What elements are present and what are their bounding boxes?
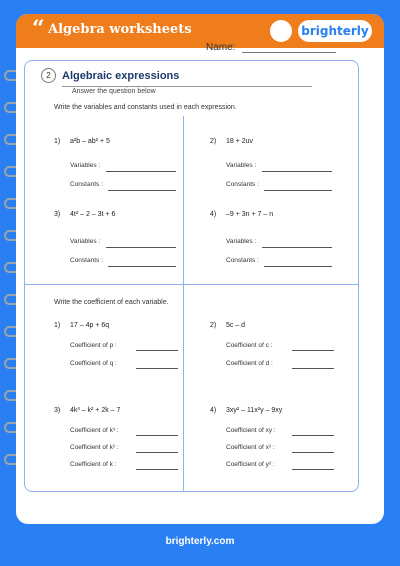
coefficient-label: Coefficient of c : [226, 342, 273, 349]
problem-number: 3) [54, 407, 61, 414]
coefficient-answer-field[interactable] [292, 469, 334, 470]
variables-answer-field[interactable] [106, 171, 176, 172]
problem-number: 1) [54, 138, 61, 145]
expression: 4k³ – k² + 2k – 7 [70, 407, 121, 414]
coefficient-label: Coefficient of d : [226, 360, 273, 367]
constants-answer-field[interactable] [264, 190, 332, 191]
variables-label: Variables : [226, 162, 257, 169]
constants-label: Constants : [226, 257, 259, 264]
problem-number: 3) [54, 211, 61, 218]
problem-number: 4) [210, 407, 217, 414]
expression: –9 + 3n + 7 – n [226, 211, 274, 218]
coefficient-answer-field[interactable] [136, 435, 178, 436]
problem-number: 4) [210, 211, 217, 218]
problem-number: 2) [210, 138, 217, 145]
problem-number: 2) [210, 322, 217, 329]
name-label: Name: [206, 42, 236, 53]
part2-instruction: Write the coefficient of each variable. [54, 299, 169, 306]
variables-answer-field[interactable] [262, 247, 332, 248]
constants-answer-field[interactable] [108, 190, 176, 191]
expression: 3xy² – 11x²y – 9xy [226, 407, 283, 414]
question-number-badge: 2 [41, 68, 56, 83]
variables-answer-field[interactable] [106, 247, 176, 248]
expression: 18 + 2uv [226, 138, 254, 145]
constants-answer-field[interactable] [108, 266, 176, 267]
coefficient-answer-field[interactable] [292, 452, 334, 453]
constants-label: Constants : [70, 257, 103, 264]
variables-label: Variables : [226, 238, 257, 245]
variables-label: Variables : [70, 162, 101, 169]
coefficient-label: Coefficient of q : [70, 360, 117, 367]
coefficient-label: Coefficient of y² : [226, 461, 275, 468]
brighterly-logo: brighterly [298, 20, 372, 42]
section-subtitle: Answer the question below [72, 88, 156, 95]
coefficient-answer-field[interactable] [292, 368, 334, 369]
coefficient-label: Coefficient of xy : [226, 427, 276, 434]
coefficient-answer-field[interactable] [292, 435, 334, 436]
coefficient-answer-field[interactable] [136, 350, 178, 351]
name-field[interactable] [242, 52, 336, 53]
coefficient-answer-field[interactable] [136, 368, 178, 369]
section-title: Algebraic expressions [62, 70, 180, 82]
column-divider [183, 116, 184, 492]
constants-answer-field[interactable] [264, 266, 332, 267]
coefficient-label: Coefficient of x² : [226, 444, 275, 451]
expression: 4t² – 2 – 3t + 6 [70, 211, 116, 218]
coefficient-answer-field[interactable] [136, 452, 178, 453]
variables-label: Variables : [70, 238, 101, 245]
header-bar [16, 14, 384, 48]
circle-icon [270, 20, 292, 42]
expression: 17 – 4p + 6q [70, 322, 110, 329]
variables-answer-field[interactable] [262, 171, 332, 172]
expression: 5c – d [226, 322, 246, 329]
coefficient-label: Coefficient of k : [70, 461, 117, 468]
constants-label: Constants : [70, 181, 103, 188]
constants-label: Constants : [226, 181, 259, 188]
coefficient-label: Coefficient of k³ : [70, 427, 119, 434]
coefficient-answer-field[interactable] [136, 469, 178, 470]
expression: a²b – ab² + 5 [70, 138, 110, 145]
quote-icon: “ [32, 16, 45, 42]
footer-url[interactable]: brighterly.com [165, 536, 235, 547]
coefficient-answer-field[interactable] [292, 350, 334, 351]
coefficient-label: Coefficient of p : [70, 342, 117, 349]
worksheet-title: Algebra worksheets [48, 22, 192, 37]
coefficient-label: Coefficient of k² : [70, 444, 119, 451]
problem-number: 1) [54, 322, 61, 329]
section-divider [24, 284, 359, 285]
part1-instruction: Write the variables and constants used in each expression. [54, 104, 237, 111]
title-underline [62, 86, 312, 87]
